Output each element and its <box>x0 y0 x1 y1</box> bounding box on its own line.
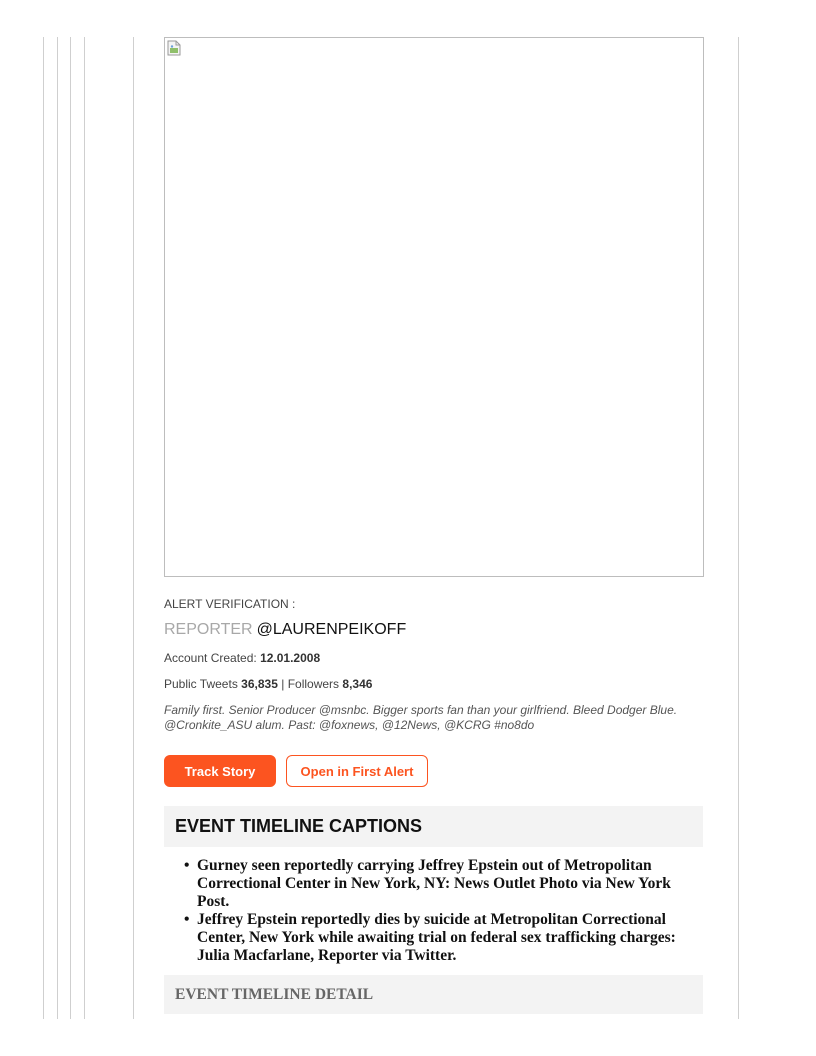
track-story-button[interactable]: Track Story <box>164 755 276 787</box>
alert-verification-label: ALERT VERIFICATION : <box>164 597 296 611</box>
alert-image <box>164 37 704 577</box>
bio-line: Family first. Senior Producer @msnbc. Bigger sports fan than your girlfriend. Bleed Dodger Blue. <box>164 703 678 717</box>
alert-content <box>164 37 704 1014</box>
open-first-alert-button[interactable]: Open in First Alert <box>286 755 428 787</box>
stats-separator: | <box>281 677 285 691</box>
bio-line: @Cronkite_ASU alum. Past: @foxnews, @12News, @KCRG #no8do <box>164 718 535 732</box>
margin-rule <box>84 37 85 1019</box>
followers-value: 8,346 <box>342 677 373 691</box>
margin-rule <box>57 37 58 1019</box>
account-stats <box>164 677 704 691</box>
timeline-detail-heading: EVENT TIMELINE DETAIL <box>164 975 703 1014</box>
account-created-value: 12.01.2008 <box>260 651 321 665</box>
margin-rule <box>738 37 739 1019</box>
account-created <box>164 651 704 665</box>
broken-image-icon <box>167 40 181 56</box>
bullet-icon: • <box>184 857 190 874</box>
list-item <box>184 911 704 965</box>
reporter-bio <box>164 703 704 733</box>
reporter-tag: REPORTER <box>164 621 253 638</box>
list-item <box>184 857 704 911</box>
reporter-handle[interactable]: @LAURENPEIKOFF <box>256 621 407 638</box>
followers-label: Followers <box>287 677 340 691</box>
caption-text: Jeffrey Epstein reportedly dies by suicide at Metropolitan Correctional Center, New York while awaiting trial on federal sex trafficking charges: Julia Macfarlane, Reporter via Twitter. <box>197 911 676 964</box>
action-buttons <box>164 755 704 787</box>
timeline-captions-heading: EVENT TIMELINE CAPTIONS <box>164 806 703 847</box>
bullet-icon: • <box>184 911 190 928</box>
margin-rule <box>70 37 71 1019</box>
public-tweets-value: 36,835 <box>241 677 278 691</box>
caption-text: Gurney seen reportedly carrying Jeffrey Epstein out of Metropolitan Correctional Center in New York, NY: News Outlet Photo via New York Post. <box>197 857 671 910</box>
reporter-line <box>164 621 704 639</box>
public-tweets-label: Public Tweets <box>164 677 238 691</box>
margin-rule <box>133 37 134 1019</box>
margin-rule <box>43 37 44 1019</box>
timeline-captions-list <box>164 857 704 965</box>
account-created-label: Account Created: <box>164 651 257 665</box>
